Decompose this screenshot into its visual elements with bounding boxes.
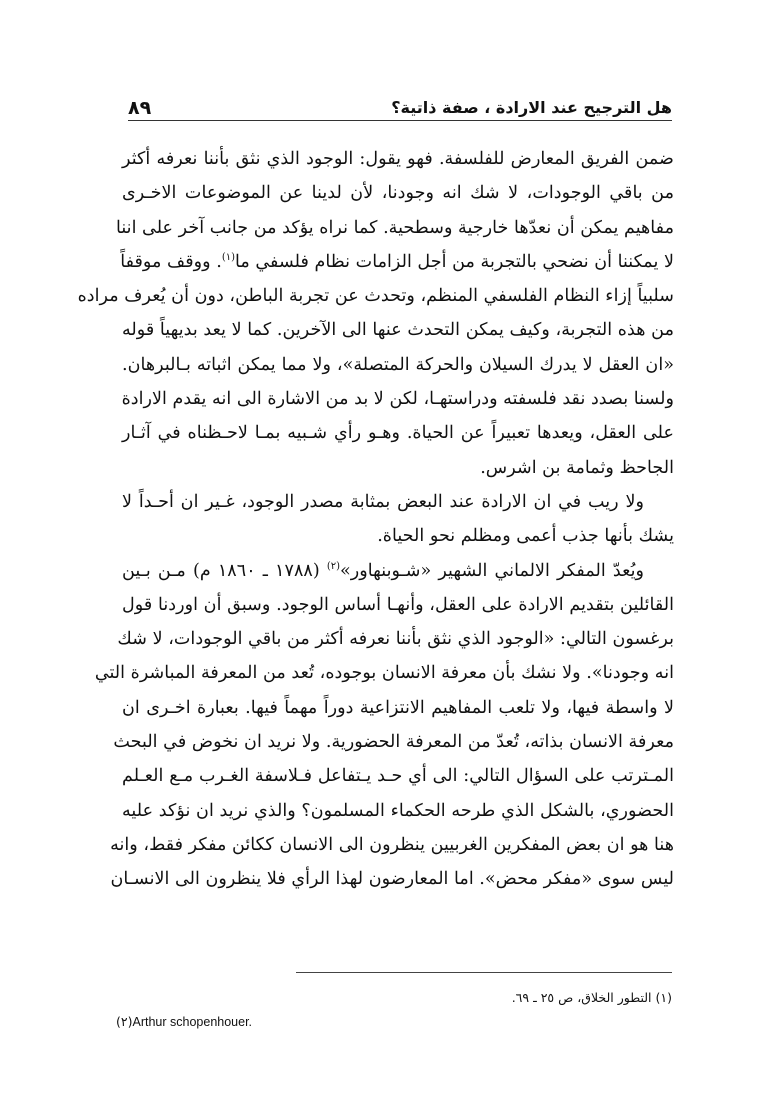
text-line: هنا هو ان بعض المفكرين الغربيين ينظرون الى الانسان ككائن مفكر فقط، وانه [110, 834, 674, 855]
text-line: المـترتب على السؤال التالي: الى أي حـد يـتفاعل فـلاسفة الغـرب مـع العـلم [122, 766, 674, 787]
footnote-2-text: Arthur schopenhouer. [132, 1015, 253, 1029]
text-line-with-footnote [122, 245, 674, 279]
running-head [128, 89, 672, 119]
chapter-title: هل الترجيح عند الارادة ، صفة ذاتية؟ [391, 98, 672, 117]
text-line: سلبياً إزاء النظام الفلسفي المنظم، وتحدث عن تجربة الباطن، دون أن يُعرف مراده [77, 286, 674, 307]
text-segment: لا يمكننا أن نضحي بالتجربة من أجل الزامات نظام فلسفي ما [235, 251, 674, 272]
text-segment: (١٧٨٨ ـ ١٨٦٠ م) مـن بـين [122, 560, 327, 581]
text-line: انه وجودنا». ولا نشك بأن معرفة الانسان بوجوده، تُعد من المعرفة المباشرة التي [94, 663, 674, 684]
footnote-2-marker: (٢) [116, 1014, 133, 1029]
text-line: معرفة الانسان بذاته، تُعدّ من المعرفة الحضورية. ولا نريد ان نخوض في البحث [113, 732, 674, 753]
text-segment: ويُعدّ المفكر الالماني الشهير «شـوبنهاور» [340, 560, 644, 581]
footnote-1: (١) التطور الخلاق، ص ٢٥ ـ ٦٩. [511, 990, 672, 1005]
text-line: «ان العقل لا يدرك السيلان والحركة المتصلة»، ولا مما يمكن اثباته بـالبرهان. [122, 354, 674, 375]
text-line: ضمن الفريق المعارض للفلسفة. فهو يقول: الوجود الذي نثق بأننا نعرفه أكثر [122, 149, 674, 169]
footnote-ref-2[interactable]: (٢) [326, 560, 341, 572]
body-text [77, 142, 674, 897]
text-line: من باقي الوجودات، لا شك انه وجودنا، لأن لدينا عن الموضوعات الاخـرى [122, 183, 674, 204]
text-line: على العقل، ويعدها تعبيراً عن الحياة. وهـو رأي شـبيه بمـا لاحـظناه في آثـار [122, 423, 674, 444]
text-line: يشك بأنها جذب أعمى ومظلم نحو الحياة. [377, 526, 674, 547]
text-line: الحضوري، بالشكل الذي طرحه الحكماء المسلمون؟ والذي نريد ان نؤكد عليه [122, 800, 674, 821]
paragraph-start-line: ولا ريب في ان الارادة عند البعض بمثابة مصدر الوجود، غـير ان أحـداً لا [122, 491, 644, 512]
footnote-separator [296, 972, 672, 973]
text-line: من هذه التجربة، وكيف يمكن التحدث عنها الى الآخرين. كما لا يعد بديهياً قوله [122, 320, 674, 341]
header-rule [128, 120, 672, 121]
text-segment: . ووقف موقفاً [120, 251, 222, 272]
text-line: برغسون التالي: «الوجود الذي نثق بأننا نعرفه أكثر من باقي الوجودات، لا شك [117, 629, 674, 650]
footnote-2 [116, 1012, 252, 1032]
text-line: ولسنا بصدد نقد فلسفته ودراستهـا، لكن لا بد من الاشارة الى انه يقدم الارادة [121, 389, 674, 410]
text-line: الجاحظ وثمامة بن اشرس. [480, 457, 674, 478]
page-number: ٨٩ [128, 97, 152, 119]
footnote-ref-1[interactable]: (١) [221, 252, 235, 264]
text-line: لا واسطة فيها، ولا تلعب المفاهيم الانتزاعية دوراً مهماً فيها. بعبارة اخـرى ان [122, 697, 674, 718]
text-line: مفاهيم يمكن أن نعدّها خارجية وسطحية. كما نراه يؤكد من جانب آخر على اننا [116, 217, 674, 238]
text-line: القائلين بتقديم الارادة على العقل، وأنهـا أساس الوجود. وسبق أن اوردنا قول [122, 594, 674, 615]
paragraph-start-line-with-footnote [122, 554, 674, 588]
text-line: ليس سوى «مفكر محض». اما المعارضون لهذا الرأي فلا ينظرون الى الانسـان [110, 869, 674, 890]
